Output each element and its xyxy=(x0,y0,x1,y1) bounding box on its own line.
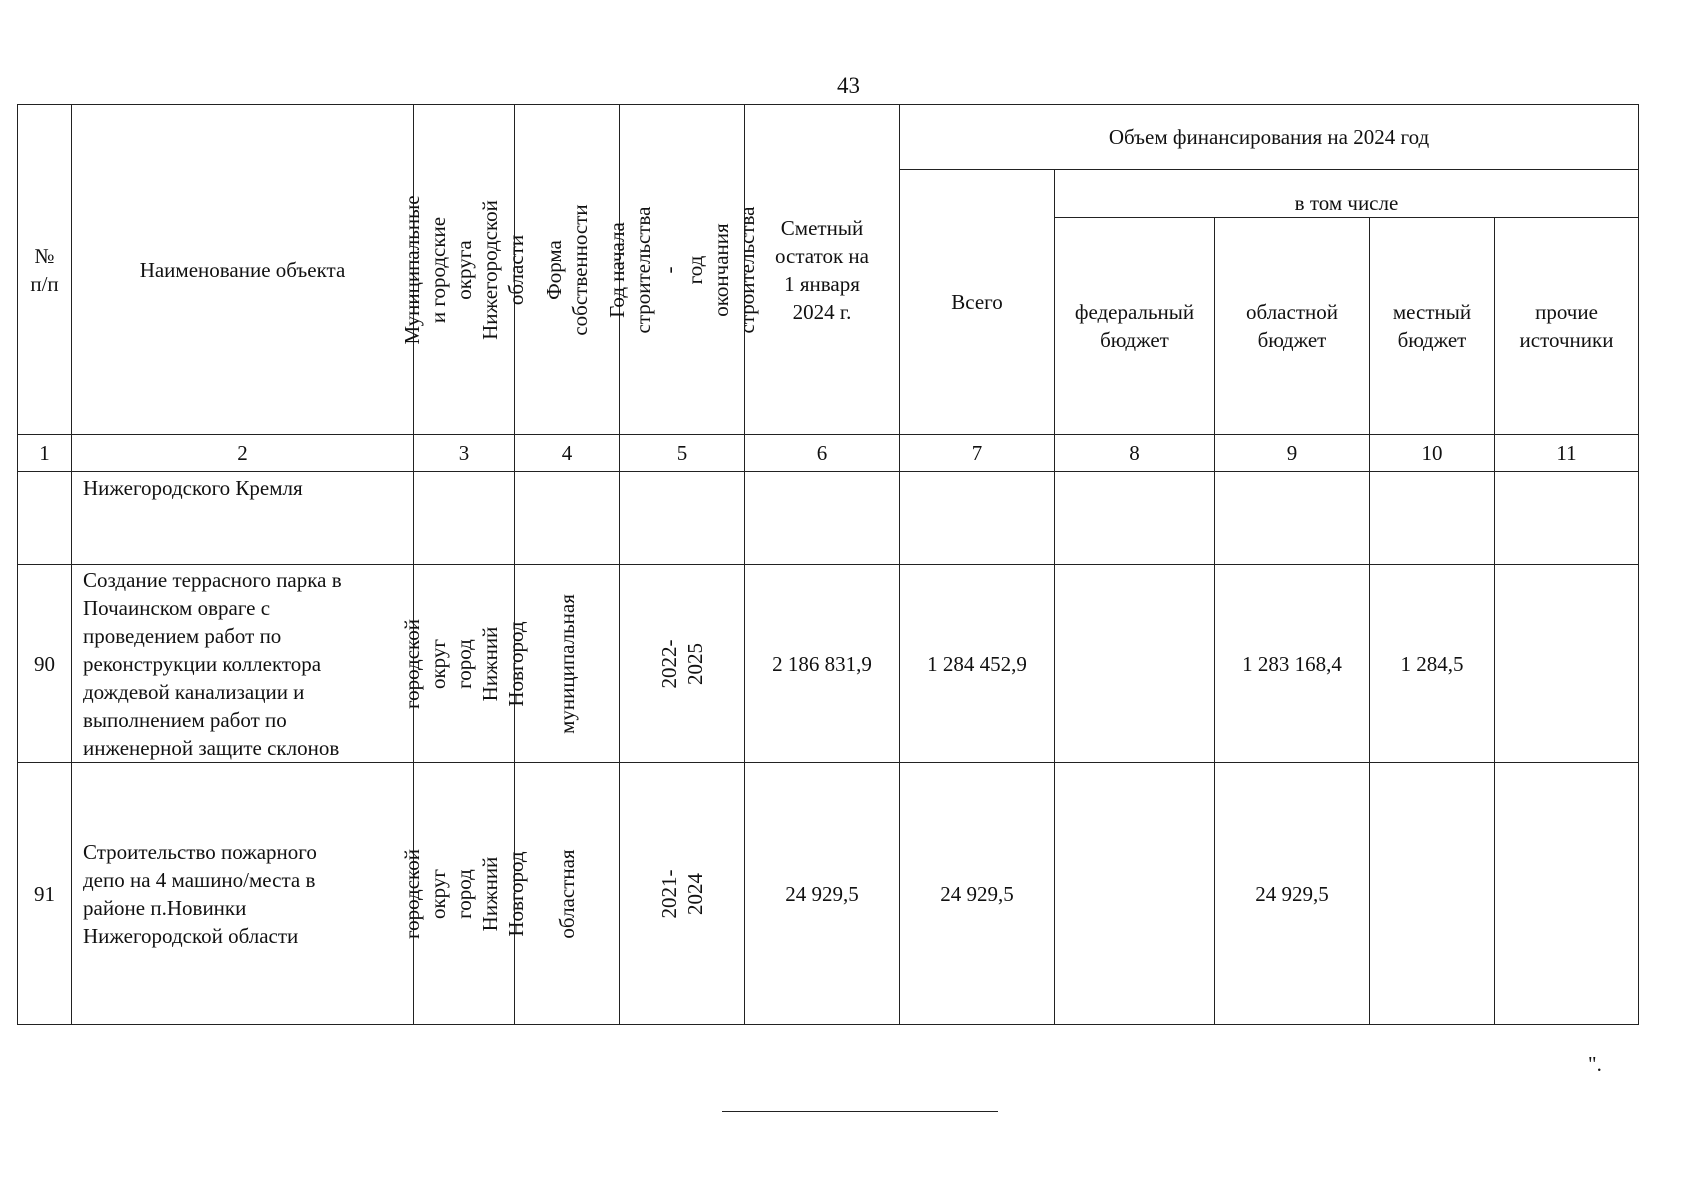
row-years-text: 2021-2024 xyxy=(657,869,707,918)
row-object-name: Строительство пожарного депо на 4 машино/места в районе п.Новинки Нижегородской области xyxy=(72,763,414,1025)
header-municipality xyxy=(400,105,528,435)
row-total xyxy=(900,472,1055,565)
row-number xyxy=(18,472,72,565)
row-number: 90 xyxy=(18,565,72,763)
row-regional xyxy=(1215,472,1370,565)
column-number: 10 xyxy=(1370,435,1495,472)
row-object-name: Нижегородского Кремля xyxy=(72,472,414,565)
row-local: 1 284,5 xyxy=(1370,565,1495,763)
header-funding-group: Объем финансирования на 2024 год xyxy=(900,105,1639,170)
header-local: местный бюджет xyxy=(1370,218,1495,435)
row-federal xyxy=(1055,472,1215,565)
row-other xyxy=(1495,763,1639,1025)
header-federal: федеральный бюджет xyxy=(1055,218,1215,435)
row-ownership-text: областная xyxy=(555,848,579,939)
row-years xyxy=(620,763,745,1025)
row-other xyxy=(1495,565,1639,763)
row-municipality-text: городской округ город Нижний Новгород xyxy=(400,618,528,709)
column-number-row xyxy=(18,435,1639,472)
column-number: 8 xyxy=(1055,435,1215,472)
header-ownership-text: Форма собственности xyxy=(542,203,592,336)
column-number: 6 xyxy=(745,435,900,472)
header-years-text: Год начала строительства - год окончания строительства xyxy=(605,205,759,334)
header-including: в том числе xyxy=(1055,170,1639,218)
column-number: 9 xyxy=(1215,435,1370,472)
header-years xyxy=(605,105,759,435)
row-estimate: 24 929,5 xyxy=(745,763,900,1025)
column-number: 1 xyxy=(18,435,72,472)
row-federal xyxy=(1055,763,1215,1025)
header-other: прочие источники xyxy=(1495,218,1639,435)
row-municipality-text: городской округ город Нижний Новгород xyxy=(400,848,528,939)
table-row xyxy=(18,565,1639,763)
column-number: 11 xyxy=(1495,435,1639,472)
row-ownership-text: муниципальная xyxy=(555,593,579,734)
row-total: 1 284 452,9 xyxy=(900,565,1055,763)
column-number: 4 xyxy=(515,435,620,472)
row-local xyxy=(1370,763,1495,1025)
row-federal xyxy=(1055,565,1215,763)
row-ownership xyxy=(515,763,620,1025)
header-municipality-text: Муниципальные и городские округа Нижегородской области xyxy=(400,194,528,345)
row-years-text: 2022-2025 xyxy=(657,639,707,688)
row-local xyxy=(1370,472,1495,565)
header-number: № п/п xyxy=(18,105,72,435)
header-name: Наименование объекта xyxy=(72,105,414,435)
row-estimate: 2 186 831,9 xyxy=(745,565,900,763)
separator-line xyxy=(722,1111,998,1112)
header-estimate: Сметный остаток на 1 января 2024 г. xyxy=(745,105,900,435)
row-other xyxy=(1495,472,1639,565)
funding-table xyxy=(17,104,1639,1025)
row-number: 91 xyxy=(18,763,72,1025)
row-ownership xyxy=(515,472,620,565)
column-number: 7 xyxy=(900,435,1055,472)
row-estimate xyxy=(745,472,900,565)
column-number: 5 xyxy=(620,435,745,472)
column-number: 2 xyxy=(72,435,414,472)
row-regional: 1 283 168,4 xyxy=(1215,565,1370,763)
row-total: 24 929,5 xyxy=(900,763,1055,1025)
row-municipality xyxy=(414,472,515,565)
header-total: Всего xyxy=(900,170,1055,435)
header-regional: областной бюджет xyxy=(1215,218,1370,435)
table-row xyxy=(18,472,1639,565)
column-number: 3 xyxy=(414,435,515,472)
row-municipality xyxy=(400,763,528,1025)
row-ownership xyxy=(515,565,620,763)
row-years xyxy=(620,565,745,763)
page-number: 43 xyxy=(837,73,860,98)
row-regional: 24 929,5 xyxy=(1215,763,1370,1025)
table-row xyxy=(18,763,1639,1025)
row-municipality xyxy=(400,565,528,763)
closing-quote: ". xyxy=(1588,1052,1602,1076)
row-object-name: Создание террасного парка в Почаинском овраге с проведением работ по реконструкции коллектора дождевой канализации и выполнением работ по инженерной защите склонов xyxy=(72,565,414,763)
row-years xyxy=(620,472,745,565)
